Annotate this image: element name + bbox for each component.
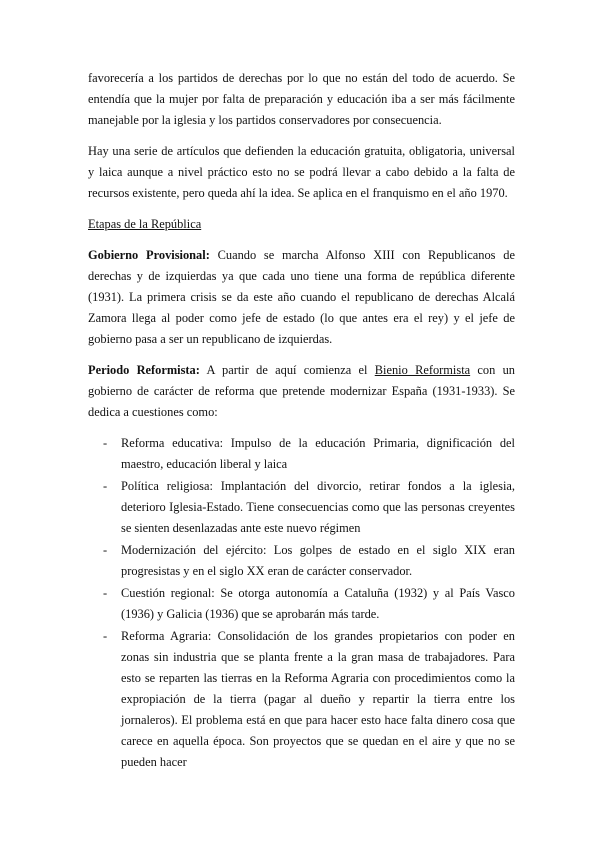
list-item-text: Reforma educativa: Impulso de la educación Primaria, dignificación del maestro, educación liberal y laica <box>121 436 515 471</box>
reformista-text-before: A partir de aquí comienza el <box>199 363 375 377</box>
dash-bullet: - <box>103 436 108 450</box>
reform-list <box>88 433 515 773</box>
paragraph-periodo-reformista <box>88 360 515 423</box>
gobierno-label: Gobierno Provisional: <box>88 248 210 262</box>
list-item-text: Política religiosa: Implantación del divorcio, retirar fondos a la iglesia, deterioro Iglesia-Estado. Tiene consecuencias como que las personas creyentes se sienten desenlazadas ante este nuevo régimen <box>121 479 515 535</box>
list-item <box>88 540 515 582</box>
dash-bullet: - <box>103 629 108 643</box>
section-heading: Etapas de la República <box>88 217 202 231</box>
dash-bullet: - <box>103 479 108 493</box>
reformista-label: Periodo Reformista: <box>88 363 200 377</box>
paragraph-women-vote: favorecería a los partidos de derechas por lo que no están del todo de acuerdo. Se entendía que la mujer por falta de preparación y educación iba a ser más fácilmente manejable por la iglesia y los partidos conservadores por consecuencia. <box>88 71 515 127</box>
reformista-text-after: con un gobierno de carácter de reforma que pretende modernizar España (1931-1933). Se dedica a cuestiones como: <box>88 363 515 419</box>
list-item-text: Modernización del ejército: Los golpes de estado en el siglo XIX eran progresistas y en el siglo XX eran de carácter conservador. <box>121 543 515 578</box>
list-item <box>88 583 515 625</box>
list-item-text: Reforma Agraria: Consolidación de los grandes propietarios con poder en zonas sin industria que se planta frente a la gran masa de trabajadores. Para esto se reparten las tierras en la Reforma Agraria con procedimientos como la expropiación de la tierra (pagar al dueño y repartir la tierra entre los jornaleros). El problema está en que para hacer esto hace falta dinero cosa que carece en aquella época. Son proyectos que se quedan en el aire y que no se pueden hacer <box>121 629 515 769</box>
list-item <box>88 626 515 773</box>
list-item <box>88 433 515 475</box>
gobierno-text: Cuando se marcha Alfonso XIII con Republicanos de derechas y de izquierdas ya que cada uno tiene una forma de república diferente (1931). La primera crisis se da este año cuando el republicano de derechas Alcalá Zamora llega al poder como jefe de estado (lo que antes era el rey) y el jefe de gobierno pasa a ser un republicano de izquierdas. <box>88 248 515 346</box>
paragraph-gobierno-provisional <box>88 245 515 350</box>
bienio-reformista-term: Bienio Reformista <box>374 363 471 377</box>
paragraph-education-articles: Hay una serie de artículos que defienden la educación gratuita, obligatoria, universal y laica aunque a nivel práctico esto no se podrá llevar a cabo debido a la falta de recursos existente, pero queda ahí la idea. Se aplica en el franquismo en el año 1970. <box>88 144 515 200</box>
dash-bullet: - <box>103 586 108 600</box>
list-item <box>88 476 515 539</box>
list-item-text: Cuestión regional: Se otorga autonomía a Cataluña (1932) y al País Vasco (1936) y Galicia (1936) que se aprobarán más tarde. <box>121 586 515 621</box>
dash-bullet: - <box>103 543 108 557</box>
document-page <box>88 68 515 774</box>
